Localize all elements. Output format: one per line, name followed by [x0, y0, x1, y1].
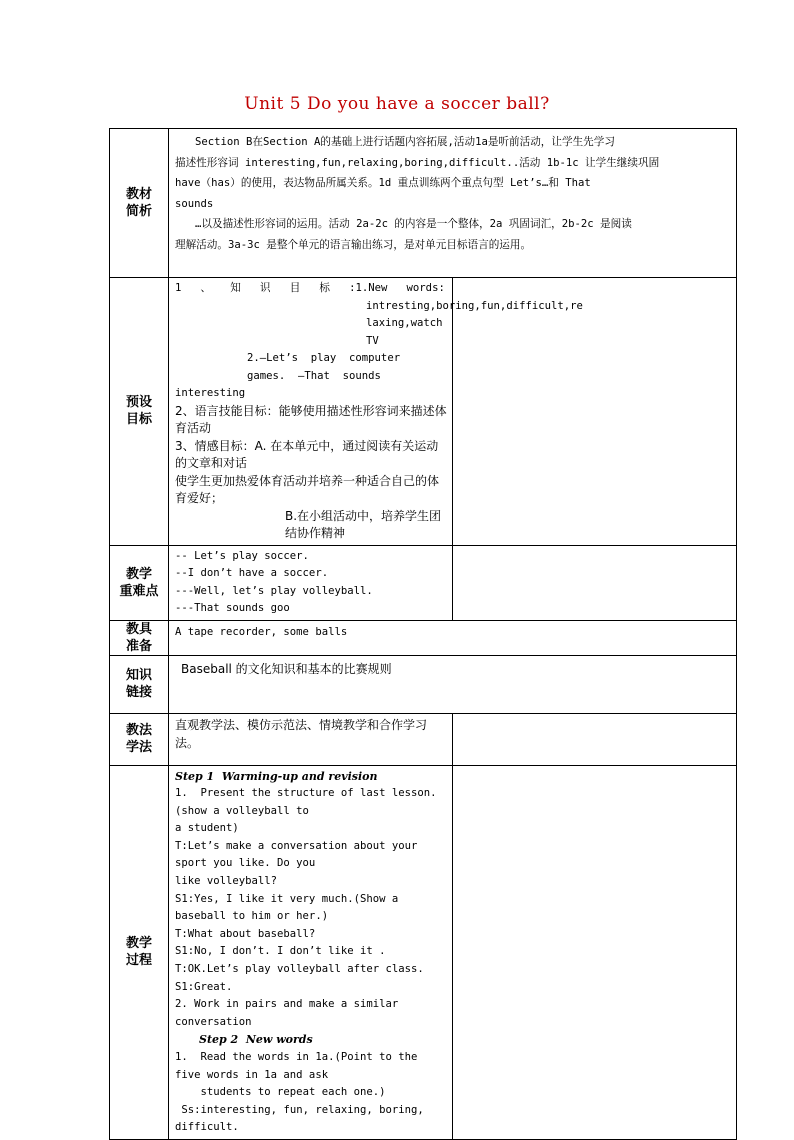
page-title: Unit 5 Do you have a soccer ball?	[244, 94, 550, 114]
goals-line: 3、情感目标：A. 在本单元中，通过阅读有关运动的文章和对话	[175, 438, 439, 470]
process-line: Ss:interesting, fun, relaxing, boring, difficult.	[175, 1103, 431, 1134]
process-notes	[453, 765, 737, 1139]
key-point-line: ---That sounds goo	[175, 602, 290, 614]
step-1-heading: Step 1 Warming-up and revision	[175, 769, 378, 783]
table-row-methods	[110, 713, 737, 765]
key-point-line: -- Let’s play soccer.	[175, 549, 309, 562]
key-point-line: --I don’t have a soccer.	[175, 567, 329, 579]
knowledge-text: Baseball 的文化知识和基本的比赛规则	[181, 661, 392, 676]
process-line: like volleyball?	[175, 875, 278, 888]
process-line: S1:No, I don’t. I don’t like it .	[175, 945, 386, 958]
knowledge-content	[169, 655, 737, 713]
table-row-goals	[110, 278, 737, 546]
goals-line: laxing,watch TV	[366, 317, 449, 347]
key-points-content	[169, 545, 453, 620]
goals-notes	[453, 278, 737, 546]
lesson-plan-table	[109, 128, 737, 1140]
goals-line: 2.—Let’s play computer games. –That sounds	[247, 352, 413, 382]
row-label-materials: 教具 准备	[110, 620, 169, 655]
process-line: 1. Present the structure of last lesson.(show a volleyball to	[175, 787, 437, 817]
key-points-notes	[453, 545, 737, 620]
process-line: S1:Great.	[175, 980, 233, 993]
materials-text: A tape recorder, some balls	[175, 625, 348, 638]
row-label-key-points: 教学 重难点	[110, 545, 169, 620]
analysis-line: 理解活动。3a-3c 是整个单元的语言输出练习，是对单元目标语言的运用。	[175, 238, 532, 251]
goals-line: B.在小组活动中，培养学生团结协作精神	[285, 508, 442, 540]
process-line: a student)	[175, 822, 239, 835]
materials-content	[169, 620, 737, 655]
analysis-line: Section B在Section A的基础上进行话题内容拓展,活动1a是听前活动，让学生先学习	[195, 136, 615, 148]
goals-line: 2、语言技能目标：能够使用描述性形容词来描述体育活动	[175, 403, 447, 435]
analysis-line: have（has）的使用，表达物品所属关系。1d 重点训练两个重点句型 Let’s…和 That	[175, 177, 591, 189]
goals-content	[169, 278, 583, 546]
process-content	[169, 765, 453, 1139]
row-label-methods: 教法 学法	[110, 713, 169, 765]
process-line: 1. Read the words in 1a.(Point to the five words in 1a and ask	[175, 1051, 424, 1081]
analysis-line: sounds	[175, 197, 214, 210]
row-label-goals: 预设 目标	[110, 278, 169, 546]
methods-notes	[453, 713, 737, 765]
goals-line: 使学生更加热爱体育活动并培养一种适合自己的体育爱好；	[175, 473, 440, 505]
row-label-analysis: 教材 简析	[110, 129, 169, 278]
table-row-knowledge	[110, 655, 737, 713]
process-line: T:What about baseball?	[175, 927, 316, 940]
methods-text: 直观教学法、模仿示范法、情境教学和合作学习法。	[175, 717, 428, 750]
process-line: 2. Work in pairs and make a similar conversation	[175, 998, 405, 1028]
step-2-heading: Step 2 New words	[199, 1033, 313, 1047]
goals-line: intresting,boring,fun,difficult,re	[366, 299, 583, 312]
table-row-process	[110, 765, 737, 1139]
analysis-content	[169, 129, 737, 278]
analysis-line: …以及描述性形容词的运用。活动 2a-2c 的内容是一个整体，2a 巩固词汇，2b-2c 是阅读	[195, 218, 632, 230]
row-label-knowledge: 知识 链接	[110, 655, 169, 713]
process-line: S1:Yes, I like it very much.(Show a baseball to him or her.)	[175, 892, 405, 923]
methods-content	[169, 713, 453, 765]
process-line: T:Let’s make a conversation about your sport you like. Do you	[175, 839, 424, 870]
analysis-line: 描述性形容词 interesting,fun,relaxing,boring,difficult..活动 1b-1c 让学生继续巩固	[175, 156, 660, 169]
row-label-process: 教学 过程	[110, 765, 169, 1139]
goals-line: 1 、 知 识 目 标 :1.New words:	[175, 282, 445, 294]
table-row-key-points	[110, 545, 737, 620]
key-point-line: ---Well, let’s play volleyball.	[175, 584, 373, 597]
table-row-materials	[110, 620, 737, 655]
process-line: T:OK.Let’s play volleyball after class.	[175, 963, 424, 976]
process-line: students to repeat each one.)	[175, 1086, 386, 1099]
table-row-analysis	[110, 129, 737, 278]
goals-line: interesting	[175, 387, 246, 399]
